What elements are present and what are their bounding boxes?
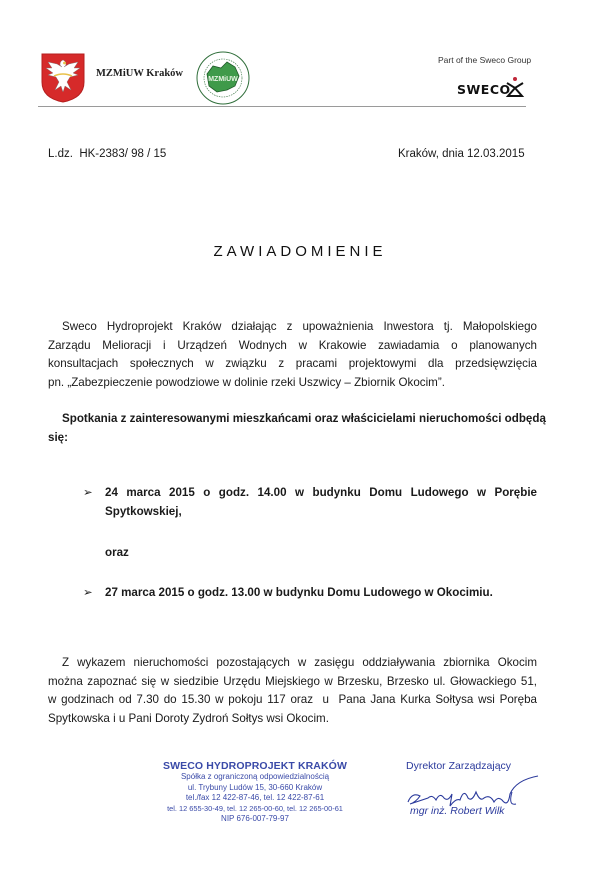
stamp-line: tel. 12 655-30-49, tel. 12 265-00-60, tel. 12 265-00-61	[167, 803, 343, 813]
arrow-bullet-icon: ➢	[83, 486, 93, 499]
meetings-connector: oraz	[105, 546, 129, 559]
signatory-name: mgr inż. Robert Wilk	[410, 805, 505, 817]
arrow-bullet-icon: ➢	[83, 586, 93, 599]
place-date: Kraków, dnia 12.03.2015	[398, 148, 525, 160]
sweco-logo-icon	[504, 76, 526, 98]
stamp-line: NIP 676-007-79-97	[221, 814, 289, 823]
paragraph-line: Z wykazem nieruchomości pozostających w zasięgu oddziaływania zbiornika Okocim	[62, 656, 537, 669]
stamp-title: SWECO HYDROPROJEKT KRAKÓW	[163, 760, 347, 772]
paragraph-line: pn. „Zabezpieczenie powodziowe w dolinie rzeki Uszwicy – Zbiornik Okocim”.	[48, 376, 445, 390]
company-stamp	[150, 760, 360, 825]
stamp-line: ul. Trybuny Ludów 15, 30-660 Kraków	[187, 782, 323, 792]
header-divider	[38, 106, 526, 107]
malopolska-crest-logo	[40, 52, 86, 104]
stamp-line: Spółka z ograniczoną odpowiedzialnością	[180, 772, 330, 781]
meetings-intro	[48, 410, 546, 447]
mzmiuw-logo-text: MZMiUW	[208, 76, 238, 83]
paragraph-line: Spytkowska i u Pani Doroty Zydroń Sołtys wsi Okocim.	[48, 712, 329, 726]
sweco-wordmark: SWECO	[457, 82, 511, 97]
paragraph-line: w godzinach od 7.30 do 15.30 w pokoju 117 oraz u Pana Jana Kurka Sołtysa wsi Poręba	[48, 693, 537, 707]
meeting-line: 27 marca 2015 o godz. 13.00 w budynku Domu Ludowego w Okocimiu.	[105, 586, 493, 599]
meeting-line: Spytkowskiej,	[105, 504, 182, 518]
stamp-line: tel./fax 12 422-87-46, tel. 12 422-87-61	[185, 793, 325, 802]
meeting-item-1	[83, 484, 537, 521]
meeting-line: 24 marca 2015 o godz. 14.00 w budynku Domu Ludowego w Porębie	[105, 486, 537, 499]
intro-paragraph	[48, 318, 537, 393]
paragraph-line: się:	[48, 430, 68, 444]
paragraph-line: Sweco Hydroprojekt Kraków działając z upoważnienia Inwestora tj. Małopolskiego	[62, 320, 537, 333]
property-list-paragraph	[48, 654, 537, 729]
org-name: MZMiUW Kraków	[96, 68, 184, 79]
reference-number: L.dz. HK-2383/ 98 / 15	[48, 148, 167, 160]
paragraph-line: można zapoznać się w siedzibie Urzędu Miejskiego w Brzesku, Brzesko ul. Głowackiego 51,	[48, 674, 537, 688]
paragraph-line: Spotkania z zainteresowanymi mieszkańcami oraz właścicielami nieruchomości odbędą	[62, 412, 546, 425]
paragraph-line: Zarządu Melioracji i Urządzeń Wodnych w Krakowie zawiadamia o planowanych	[48, 338, 537, 352]
signatory-role: Dyrektor Zarządzający	[406, 760, 512, 772]
document-title: ZAWIADOMIENIE	[213, 243, 387, 260]
meeting-item-2	[83, 584, 537, 603]
mzmiuw-logo	[195, 50, 251, 106]
part-of-group-label: Part of the Sweco Group	[438, 55, 532, 65]
paragraph-line: konsultacjach społecznych w związku z pracami projektowymi dla przedsięwzięcia	[48, 357, 537, 371]
